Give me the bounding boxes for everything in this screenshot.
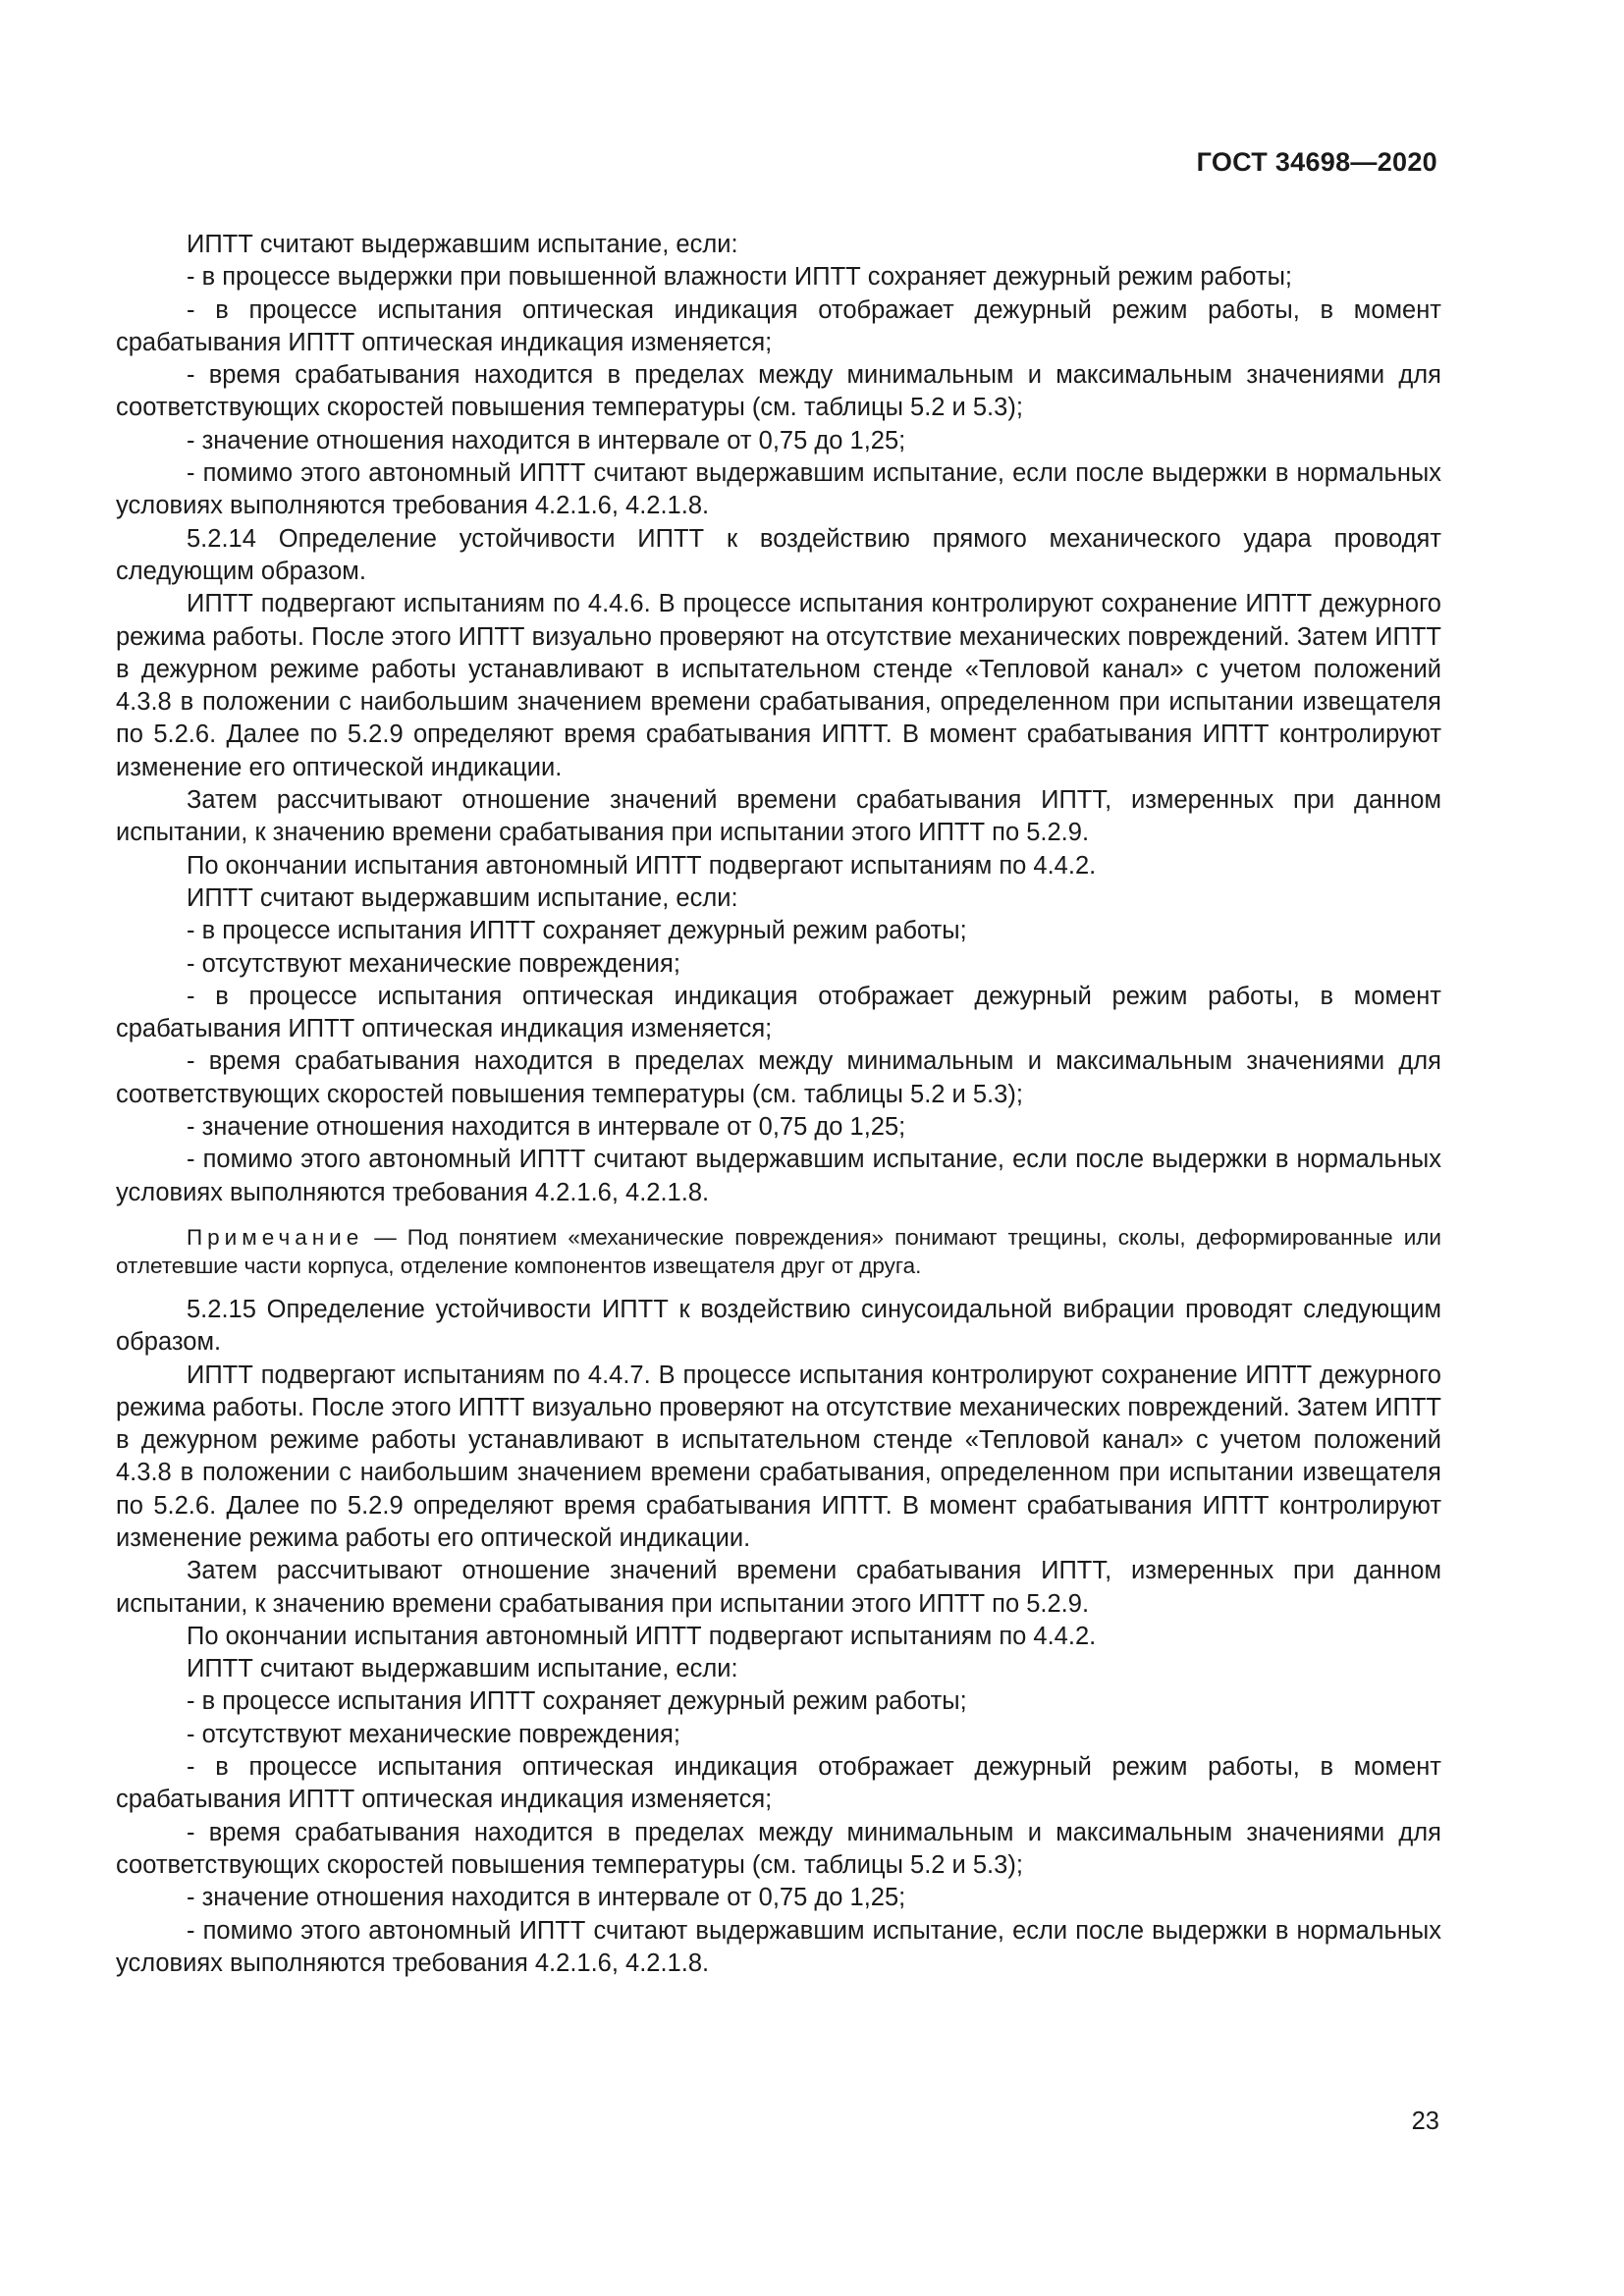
body-paragraph: Затем рассчитывают отношение значений времени срабатывания ИПТТ, измеренных при данном испытании, к значению времени срабатывания при испытании этого ИПТТ по 5.2.9. [116, 786, 1441, 847]
section-5-2-15-heading: 5.2.15 Определение устойчивости ИПТТ к воздействию синусоидальной вибрации проводят следующим образом. [116, 1295, 1441, 1357]
body-paragraph: - значение отношения находится в интервале от 0,75 до 1,25; [187, 1113, 906, 1142]
body-paragraph: - помимо этого автономный ИПТТ считают выдержавшим испытание, если после выдержки в нормальных условиях выполняются требования 4.2.1.6, 4.2.1.8. [116, 459, 1441, 520]
note-text: — Под понятием «механические повреждения» понимают трещины, сколы, деформированные или отлетевшие части корпуса, отделение компонентов извещателя друг от друга. [116, 1224, 1441, 1278]
document-header-id: ГОСТ 34698—2020 [1196, 147, 1437, 177]
body-paragraph: - в процессе испытания ИПТТ сохраняет дежурный режим работы; [187, 917, 967, 945]
document-body [116, 229, 1441, 1980]
body-paragraph: По окончании испытания автономный ИПТТ подвергают испытаниям по 4.4.2. [187, 851, 1097, 880]
note-paragraph [116, 1223, 1441, 1280]
section-5-2-14-heading: 5.2.14 Определение устойчивости ИПТТ к воздействию прямого механического удара проводят следующим образом. [116, 524, 1441, 585]
note-block [116, 1223, 1441, 1280]
page-number: 23 [1411, 2108, 1439, 2135]
body-paragraph: По окончании испытания автономный ИПТТ подвергают испытаниям по 4.4.2. [187, 1622, 1097, 1650]
body-paragraph: ИПТТ подвергают испытаниям по 4.4.7. В процессе испытания контролируют сохранение ИПТТ дежурного режима работы. После этого ИПТТ визуально проверяют на отсутствие механических повреждений. Затем ИПТТ в дежурном режиме работы устанавливают в испытательном стенде «Тепловой канал» с учетом положений 4.3.8 в положении с наибольшим значением времени срабатывания, определенном при испытании извещателя по 5.2.6. Далее по 5.2.9 определяют время срабатывания ИПТТ. В момент срабатывания ИПТТ контролируют изменение режима работы его оптической индикации. [116, 1361, 1441, 1552]
body-paragraph: ИПТТ считают выдержавшим испытание, если: [187, 883, 738, 912]
body-paragraph: - значение отношения находится в интервале от 0,75 до 1,25; [187, 426, 906, 454]
body-paragraph: ИПТТ считают выдержавшим испытание, если: [187, 231, 738, 258]
body-paragraph: - в процессе испытания оптическая индикация отображает дежурный режим работы, в момент срабатывания ИПТТ оптическая индикация изменяется; [116, 295, 1441, 356]
body-paragraph: - помимо этого автономный ИПТТ считают выдержавшим испытание, если после выдержки в нормальных условиях выполняются требования 4.2.1.6, 4.2.1.8. [116, 1146, 1441, 1206]
body-paragraph: - помимо этого автономный ИПТТ считают выдержавшим испытание, если после выдержки в нормальных условиях выполняются требования 4.2.1.6, 4.2.1.8. [116, 1916, 1441, 1977]
body-paragraph: ИПТТ считают выдержавшим испытание, если: [187, 1655, 738, 1683]
body-paragraph: - в процессе испытания оптическая индикация отображает дежурный режим работы, в момент срабатывания ИПТТ оптическая индикация изменяется; [116, 982, 1441, 1043]
body-paragraph: - отсутствуют механические повреждения; [187, 949, 680, 978]
body-paragraph: - время срабатывания находится в пределах между минимальным и максимальным значениями для соответствующих скоростей повышения температуры (см. таблицы 5.2 и 5.3); [116, 1818, 1441, 1879]
body-paragraph: - время срабатывания находится в пределах между минимальным и максимальным значениями для соответствующих скоростей повышения температуры (см. таблицы 5.2 и 5.3); [116, 361, 1441, 422]
body-paragraph: - отсутствуют механические повреждения; [187, 1720, 680, 1748]
body-paragraph: - в процессе испытания оптическая индикация отображает дежурный режим работы, в момент срабатывания ИПТТ оптическая индикация изменяется; [116, 1753, 1441, 1814]
body-paragraph: Затем рассчитывают отношение значений времени срабатывания ИПТТ, измеренных при данном испытании, к значению времени срабатывания при испытании этого ИПТТ по 5.2.9. [116, 1557, 1441, 1618]
body-paragraph: ИПТТ подвергают испытаниям по 4.4.6. В процессе испытания контролируют сохранение ИПТТ дежурного режима работы. После этого ИПТТ визуально проверяют на отсутствие механических повреждений. Затем ИПТТ в дежурном режиме работы устанавливают в испытательном стенде «Тепловой канал» с учетом положений 4.3.8 в положении с наибольшим значением времени срабатывания, определенном при испытании извещателя по 5.2.6. Далее по 5.2.9 определяют время срабатывания ИПТТ. В момент срабатывания ИПТТ контролируют изменение его оптической индикации. [116, 590, 1441, 781]
note-label: Примечание [187, 1224, 364, 1250]
body-paragraph: - значение отношения находится в интервале от 0,75 до 1,25; [187, 1884, 906, 1912]
body-paragraph: - в процессе выдержки при повышенной влажности ИПТТ сохраняет дежурный режим работы; [187, 263, 1293, 292]
body-paragraph: - время срабатывания находится в пределах между минимальным и максимальным значениями для соответствующих скоростей повышения температуры (см. таблицы 5.2 и 5.3); [116, 1047, 1441, 1108]
body-paragraph: - в процессе испытания ИПТТ сохраняет дежурный режим работы; [187, 1687, 967, 1716]
